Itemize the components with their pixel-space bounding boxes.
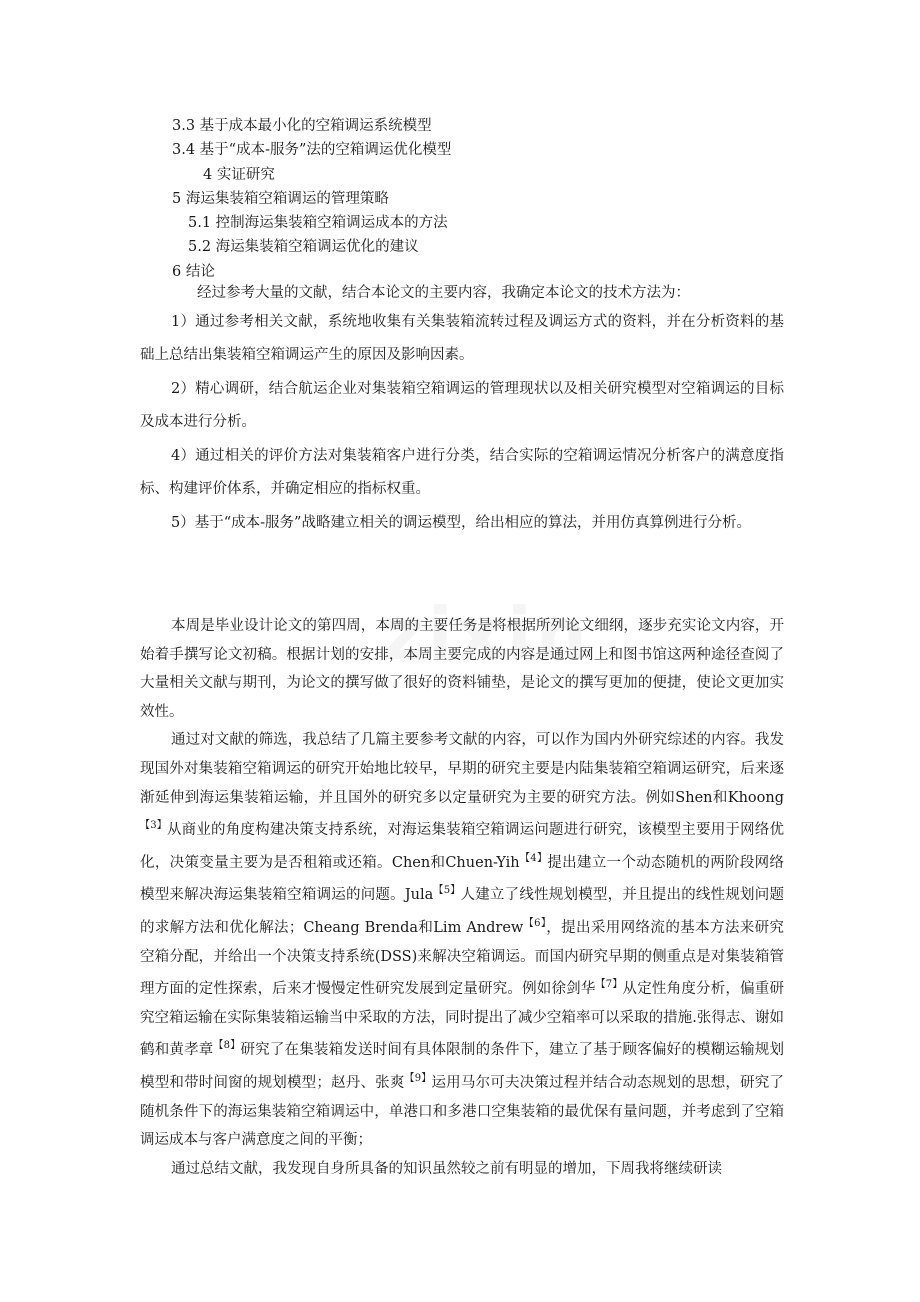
technical-methods [140, 282, 784, 540]
report-paragraph: 本周是毕业设计论文的第四周，本周的主要任务是将根据所列论文细纲，逐步充实论文内容，开始着手撰写论文初稿。根据计划的安排，本周主要完成的内容是通过网上和图书馆这两种途径查阅了大量相关文献与期刊，为论文的撰写做了很好的资料铺垫，是论文的撰写更加的便捷，使论文更加实效性。 [140, 618, 784, 720]
method-item: 1）通过参考相关文献，系统地收集有关集装箱流转过程及调运方式的资料，并在分析资料的基础上总结出集装箱空箱调运产生的原因及影响因素。 [140, 314, 784, 363]
paragraph-text: ，提出采用网络流的基本方法来研究空箱分配，并给出一个决策支持系统(DSS)来解决空箱调运。而国内研究早期的侧重点是对集装箱管理方面的定性探索，后来才慢慢定性研究发展到定量研究。例如徐剑华 [140, 919, 785, 998]
citation-marker: 【6】 [523, 917, 547, 929]
method-item: 5）基于“成本-服务”战略建立相关的调运模型，给出相应的算法，并用仿真算例进行分析。 [171, 515, 751, 531]
methods-intro: 经过参考大量的文献，结合本论文的主要内容，我确定本论文的技术方法为： [197, 285, 690, 301]
weekly-report [140, 612, 784, 1183]
thesis-outline [0, 114, 920, 284]
citation-marker: 【8】 [213, 1040, 241, 1052]
method-item: 2）精心调研，结合航运企业对集装箱空箱调运的管理现状以及相关研究模型对空箱调运的目标及成本进行分析。 [140, 381, 784, 430]
citation-marker: 【3】 [140, 820, 167, 832]
citation-marker: 【9】 [404, 1072, 432, 1084]
literature-review-paragraph [140, 726, 784, 1154]
outline-item: 3.3 基于成本最小化的空箱调运系统模型 [172, 118, 432, 134]
citation-marker: 【5】 [433, 885, 461, 897]
paragraph-text: 人建立了线性规划模型，并且提出的线性规划问题的求解方法和优化解法；Cheang Brenda和Lim Andrew [140, 887, 784, 936]
outline-item: 3.4 基于“成本-服务”法的空箱调运优化模型 [172, 142, 452, 159]
outline-item: 5 海运集装箱空箱调运的管理策略 [172, 190, 389, 207]
outline-item: 5.1 控制海运集装箱空箱调运成本的方法 [188, 215, 448, 232]
method-item: 4）通过相关的评价方法对集装箱客户进行分类，结合实际的空箱调运情况分析客户的满意度指标、构建评价体系，并确定相应的指标权重。 [140, 448, 784, 497]
paragraph-text: 研究了在集装箱发送时间有具体限制的条件下，建立了基于顾客偏好的模糊运输规划模型和带时间窗的规划模型；赵丹、张爽 [140, 1042, 784, 1091]
citation-marker: 【4】 [519, 852, 548, 864]
paragraph-text: 提出建立一个动态随机的两阶段网络模型来解决海运集装箱空箱调运的问题。Jula [140, 854, 784, 904]
outline-item: 4 实证研究 [203, 166, 275, 183]
citation-marker: 【7】 [595, 979, 623, 991]
paragraph-text: 通过对文献的筛选，我总结了几篇主要参考文献的内容，可以作为国内外研究综述的内容。我发现国外对集装箱空箱调运的研究开始地比较早，早期的研究主要是内陆集装箱空箱调运研究，后来逐渐延伸到海运集装箱运输，并且国外的研究多以定量研究为主要的研究方法。例如Shen和Khoong [140, 732, 784, 806]
report-paragraph: 通过总结文献，我发现自身所具备的知识虽然较之前有明显的增加，下周我将继续研读 [171, 1160, 722, 1177]
paragraph-text: 从商业的角度构建决策支持系统，对海运集装箱空箱调运问题进行研究，该模型主要用于网络优化，决策变量主要为是否租箱或还箱。Chen和Chuen-Yih [140, 822, 784, 871]
outline-item: 6 结论 [172, 263, 215, 280]
outline-item: 5.2 海运集装箱空箱调运优化的建议 [188, 239, 419, 256]
paragraph-text: 运用马尔可夫决策过程并结合动态规划的思想，研究了随机条件下的海运集装箱空箱调运中，单港口和多港口空集装箱的最优保有量问题，并考虑到了空箱调运成本与客户满意度之间的平衡； [140, 1074, 784, 1149]
paragraph-text: 从定性角度分析，偏重研究空箱运输在实际集装箱运输当中采取的方法，同时提出了减少空箱率可以采取的措施.张得志、谢如鹤和黄孝章 [140, 981, 784, 1059]
